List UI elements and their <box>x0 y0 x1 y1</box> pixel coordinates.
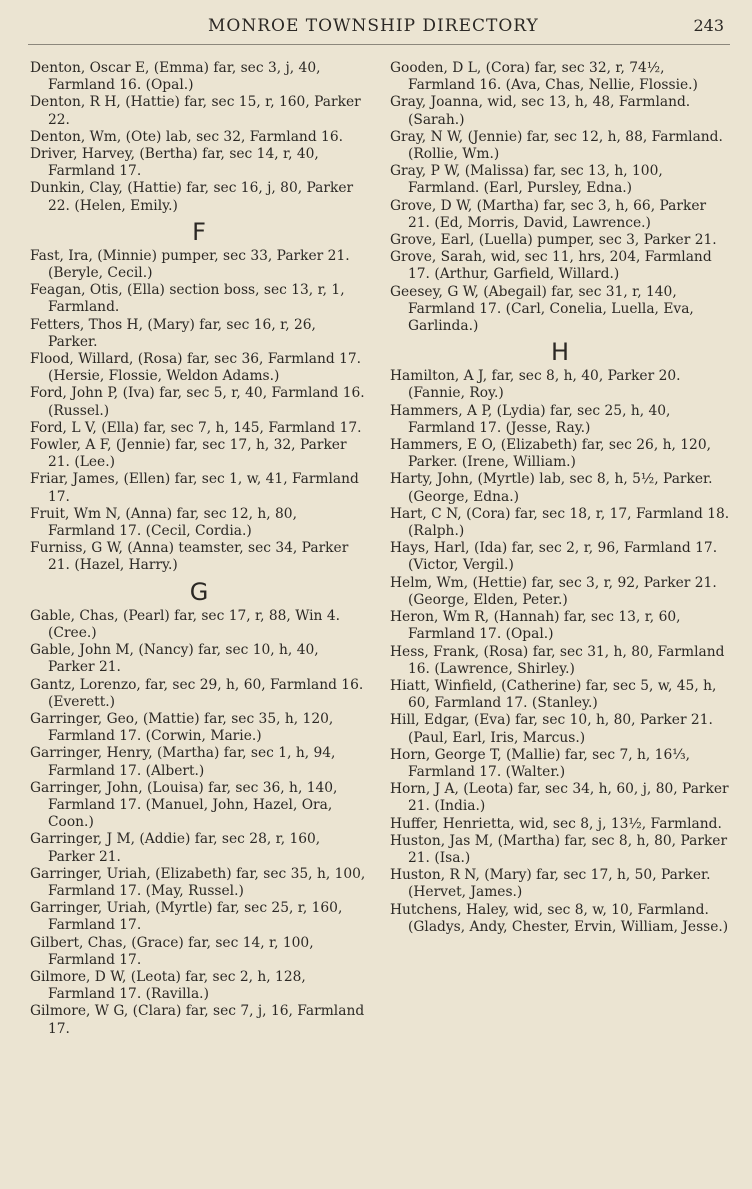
directory-entry: Dunkin, Clay, (Hattie) far, sec 16, j, 80, Parker 22. (Helen, Emily.) <box>30 180 354 214</box>
header-rule <box>28 44 730 45</box>
directory-entry: Gray, N W, (Jennie) far, sec 12, h, 88, Farmland. (Rollie, Wm.) <box>390 128 723 163</box>
directory-entry: Driver, Harvey, (Bertha) far, sec 14, r, 40, Farmland 17. <box>30 146 319 180</box>
directory-entry: Gilmore, D W, (Leota) far, sec 2, h, 128, Farmland 17. (Ravilla.) <box>30 968 306 1003</box>
directory-entry: Garringer, Henry, (Martha) far, sec 1, h, 94, Farmland 17. (Albert.) <box>30 745 336 779</box>
page-number: 243 <box>693 16 724 35</box>
directory-entry: Gray, Joanna, wid, sec 13, h, 48, Farmland. (Sarah.) <box>390 94 691 128</box>
section-letter: G <box>189 577 209 606</box>
directory-entry: Horn, George T, (Mallie) far, sec 7, h, 16⅓, Farmland 17. (Walter.) <box>390 746 690 780</box>
directory-entry: Friar, James, (Ellen) far, sec 1, w, 41, Farmland 17. <box>30 471 359 505</box>
directory-entry: Gilmore, W G, (Clara) far, sec 7, j, 16, Farmland 17. <box>30 1003 365 1037</box>
directory-entry: Helm, Wm, (Hettie) far, sec 3, r, 92, Parker 21. (George, Elden, Peter.) <box>390 574 717 608</box>
directory-title: MONROE TOWNSHIP DIRECTORY <box>208 16 539 36</box>
directory-entry: Gantz, Lorenzo, far, sec 29, h, 60, Farmland 16. (Everett.) <box>30 676 364 710</box>
directory-entry: Hutchens, Haley, wid, sec 8, w, 10, Farmland. (Gladys, Andy, Chester, Ervin, William, Jesse.) <box>390 901 729 935</box>
directory-entry: Fast, Ira, (Minnie) pumper, sec 33, Parker 21. (Beryle, Cecil.) <box>30 247 350 282</box>
directory-entry: Denton, R H, (Hattie) far, sec 15, r, 160, Parker 22. <box>30 94 361 128</box>
directory-entry: Hammers, A P, (Lydia) far, sec 25, h, 40, Farmland 17. (Jesse, Ray.) <box>390 402 671 436</box>
directory-entry: Geesey, G W, (Abegail) far, sec 31, r, 140, Farmland 17. (Carl, Conelia, Luella, Eva, Garlinda.) <box>390 283 694 335</box>
directory-entry: Gray, P W, (Malissa) far, sec 13, h, 100, Farmland. (Earl, Pursley, Edna.) <box>390 163 663 197</box>
section-letter: H <box>550 338 570 367</box>
left-column <box>30 60 368 1038</box>
directory-entry: Huston, Jas M, (Martha) far, sec 8, h, 80, Parker 21. (Isa.) <box>390 832 728 866</box>
directory-entry: Grove, Earl, (Luella) pumper, sec 3, Parker 21. <box>390 232 717 249</box>
directory-entry: Grove, Sarah, wid, sec 11, hrs, 204, Farmland 17. (Arthur, Garfield, Willard.) <box>390 249 712 283</box>
directory-entry: Huston, R N, (Mary) far, sec 17, h, 50, Parker. (Hervet, James.) <box>390 867 711 901</box>
directory-entry: Hiatt, Winfield, (Catherine) far, sec 5, w, 45, h, 60, Farmland 17. (Stanley.) <box>390 677 717 712</box>
directory-entry: Denton, Oscar E, (Emma) far, sec 3, j, 40, Farmland 16. (Opal.) <box>30 60 321 94</box>
directory-entry: Hart, C N, (Cora) far, sec 18, r, 17, Farmland 18. (Ralph.) <box>390 505 730 540</box>
directory-entry: Feagan, Otis, (Ella) section boss, sec 13, r, 1, Farmland. <box>30 282 345 316</box>
section-letter: F <box>192 217 206 246</box>
directory-entry: Heron, Wm R, (Hannah) far, sec 13, r, 60, Farmland 17. (Opal.) <box>390 609 681 643</box>
directory-entry: Ford, John P, (Iva) far, sec 5, r, 40, Farmland 16. (Russel.) <box>30 385 365 419</box>
directory-entry: Garringer, J M, (Addie) far, sec 28, r, 160, Parker 21. <box>30 831 321 865</box>
directory-entry: Fowler, A F, (Jennie) far, sec 17, h, 32, Parker 21. (Lee.) <box>30 437 347 471</box>
directory-entry: Harty, John, (Myrtle) lab, sec 8, h, 5½, Parker. (George, Edna.) <box>390 471 713 505</box>
directory-entry: Gable, Chas, (Pearl) far, sec 17, r, 88, Win 4. (Cree.) <box>30 607 340 641</box>
directory-entry: Hill, Edgar, (Eva) far, sec 10, h, 80, Parker 21. (Paul, Earl, Iris, Marcus.) <box>390 712 713 746</box>
directory-entry: Grove, D W, (Martha) far, sec 3, h, 66, Parker 21. (Ed, Morris, David, Lawrence.) <box>390 197 707 231</box>
directory-entry: Garringer, Uriah, (Elizabeth) far, sec 35, h, 100, Farmland 17. (May, Russel.) <box>30 865 366 899</box>
directory-entry: Denton, Wm, (Ote) lab, sec 32, Farmland 16. <box>30 128 343 145</box>
directory-entry: Hammers, E O, (Elizabeth) far, sec 26, h, 120, Parker. (Irene, William.) <box>390 437 711 471</box>
directory-entry: Hamilton, A J, far, sec 8, h, 40, Parker 20. (Fannie, Roy.) <box>390 368 681 402</box>
directory-entry: Ford, L V, (Ella) far, sec 7, h, 145, Farmland 17. <box>30 419 362 436</box>
directory-entry: Huffer, Henrietta, wid, sec 8, j, 13½, Farmland. <box>390 815 722 832</box>
directory-entry: Gooden, D L, (Cora) far, sec 32, r, 74½, Farmland 16. (Ava, Chas, Nellie, Flossie.) <box>390 60 698 94</box>
directory-entry: Hays, Harl, (Ida) far, sec 2, r, 96, Farmland 17. (Victor, Vergil.) <box>390 540 718 574</box>
directory-entry: Garringer, Geo, (Mattie) far, sec 35, h, 120, Farmland 17. (Corwin, Marie.) <box>30 710 334 745</box>
directory-entry: Gable, John M, (Nancy) far, sec 10, h, 40, Parker 21. <box>30 642 319 676</box>
directory-entry: Gilbert, Chas, (Grace) far, sec 14, r, 100, Farmland 17. <box>30 934 314 968</box>
directory-entry: Hess, Frank, (Rosa) far, sec 31, h, 80, Farmland 16. (Lawrence, Shirley.) <box>390 643 725 677</box>
directory-entry: Horn, J A, (Leota) far, sec 34, h, 60, j, 80, Parker 21. (India.) <box>390 781 729 815</box>
directory-entry: Fetters, Thos H, (Mary) far, sec 16, r, 26, Parker. <box>30 316 316 350</box>
directory-entry: Fruit, Wm N, (Anna) far, sec 12, h, 80, Farmland 17. (Cecil, Cordia.) <box>30 505 297 540</box>
directory-entry: Garringer, Uriah, (Myrtle) far, sec 25, r, 160, Farmland 17. <box>30 900 343 934</box>
right-column <box>390 60 730 936</box>
directory-entry: Garringer, John, (Louisa) far, sec 36, h, 140, Farmland 17. (Manuel, John, Hazel, Ora, Coon.) <box>30 779 338 831</box>
directory-entry: Flood, Willard, (Rosa) far, sec 36, Farmland 17. (Hersie, Flossie, Weldon Adams.) <box>30 351 362 385</box>
page-header <box>0 14 752 44</box>
directory-entry: Furniss, G W, (Anna) teamster, sec 34, Parker 21. (Hazel, Harry.) <box>30 540 349 574</box>
